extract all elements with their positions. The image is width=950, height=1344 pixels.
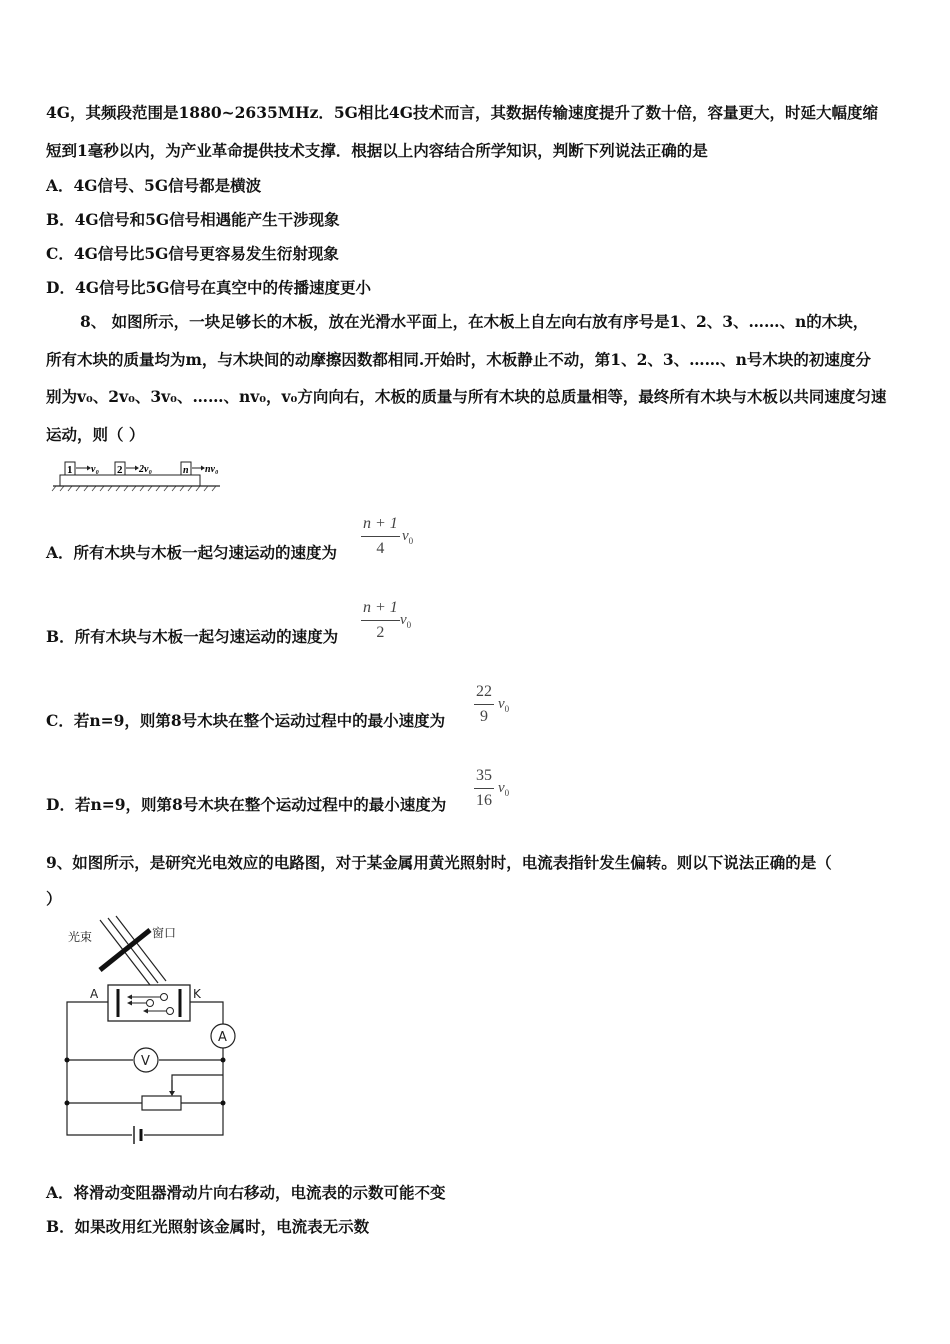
fraction-numerator: n + 1 — [363, 515, 398, 532]
q8-option-b-v0 — [400, 612, 411, 630]
rheostat — [142, 1096, 181, 1110]
velocity-symbol: v — [498, 696, 505, 712]
block-n-velocity: nv₀ — [205, 464, 219, 475]
fraction-numerator: 35 — [476, 767, 492, 784]
window-label: 窗口 — [152, 926, 177, 940]
block-n-label: n — [183, 465, 189, 476]
velocity-subscript: 0 — [504, 788, 510, 798]
q8-option-a: A．所有木块与木板一起匀速运动的速度为 — [46, 543, 338, 562]
velocity-subscript: 0 — [406, 620, 412, 630]
q7-option-a: A．4G信号、5G信号都是横波 — [46, 176, 262, 195]
cathode-label: K — [193, 987, 201, 1001]
q9-option-a: A．将滑动变阻器滑动片向右移动，电流表的示数可能不变 — [46, 1183, 446, 1202]
voltmeter-label: V — [141, 1054, 150, 1069]
q9-stem-line-1: 9、如图所示，是研究光电效应的电路图，对于某金属用黄光照射时，电流表指针发生偏转。则以下说法正确的是（ — [46, 853, 832, 872]
q8-option-d-fraction — [474, 767, 494, 810]
q8-stem-line-1: 8、 如图所示，一块足够长的木板，放在光滑水平面上，在木板上自左向右放有序号是1、2、3、……、n的木块， — [80, 312, 869, 331]
q9-circuit-figure — [60, 915, 245, 1145]
q8-option-d: D．若n=9，则第8号木块在整个运动过程中的最小速度为 — [46, 795, 447, 814]
q7-option-b: B．4G信号和5G信号相遇能产生干涉现象 — [46, 210, 340, 229]
q9-stem-line-2: ） — [46, 889, 62, 908]
anode-label: A — [90, 987, 99, 1001]
fraction-numerator: n + 1 — [363, 599, 398, 616]
q8-stem-line-2: 所有木块的质量均为m，与木块间的动摩擦因数都相同.开始时，木板静止不动，第1、2、3、……、n号木块的初速度分 — [46, 350, 871, 369]
block-1-label: 1 — [67, 464, 73, 476]
q7-stem-line-1: 4G，其频段范围是1880~2635MHz．5G相比4G技术而言，其数据传输速度提升了数十倍，容量更大，时延大幅度缩 — [46, 103, 878, 122]
q9-option-b: B．如果改用红光照射该金属时，电流表无示数 — [46, 1217, 370, 1236]
block-1-velocity: v₀ — [91, 464, 99, 475]
q8-option-c-v0 — [498, 696, 509, 714]
q7-option-d: D．4G信号比5G信号在真空中的传播速度更小 — [46, 278, 371, 297]
fraction-denominator: 16 — [476, 792, 492, 809]
velocity-symbol: v — [402, 528, 409, 544]
block-2-velocity: 2v₀ — [139, 464, 152, 475]
q8-option-a-fraction — [361, 515, 400, 558]
block-2-label: 2 — [117, 464, 123, 476]
fraction-denominator: 4 — [376, 540, 385, 557]
q7-stem-line-2: 短到1毫秒以内，为产业革命提供技术支撑．根据以上内容结合所学知识，判断下列说法正确的是 — [46, 141, 708, 160]
velocity-subscript: 0 — [408, 536, 414, 546]
q8-stem-line-4: 运动，则（ ） — [46, 425, 145, 444]
rheostat-slider — [172, 1075, 223, 1093]
velocity-symbol: v — [498, 780, 505, 796]
ammeter-label: A — [218, 1030, 227, 1045]
velocity-subscript: 0 — [504, 704, 510, 714]
q8-option-d-v0 — [498, 780, 509, 798]
fraction-numerator: 22 — [476, 683, 492, 700]
fraction-denominator: 9 — [480, 708, 488, 725]
q7-option-c: C．4G信号比5G信号更容易发生衍射现象 — [46, 244, 339, 263]
photoelectric-tube — [108, 985, 190, 1021]
fraction-denominator: 2 — [376, 624, 385, 641]
velocity-symbol: v — [400, 612, 407, 628]
q8-figure — [50, 455, 235, 495]
q8-option-c-fraction — [474, 683, 494, 726]
q8-stem-line-3: 别为v₀、2v₀、3v₀、……、nv₀，v₀方向向右，木板的质量与所有木块的总质量相等，最终所有木块与木板以共同速度匀速 — [46, 387, 887, 406]
q8-option-a-v0 — [402, 528, 413, 546]
light-beam-label: 光束 — [68, 930, 93, 944]
q8-option-c: C．若n=9，则第8号木块在整个运动过程中的最小速度为 — [46, 711, 446, 730]
q8-option-b: B．所有木块与木板一起匀速运动的速度为 — [46, 627, 339, 646]
q8-option-b-fraction — [361, 599, 400, 642]
